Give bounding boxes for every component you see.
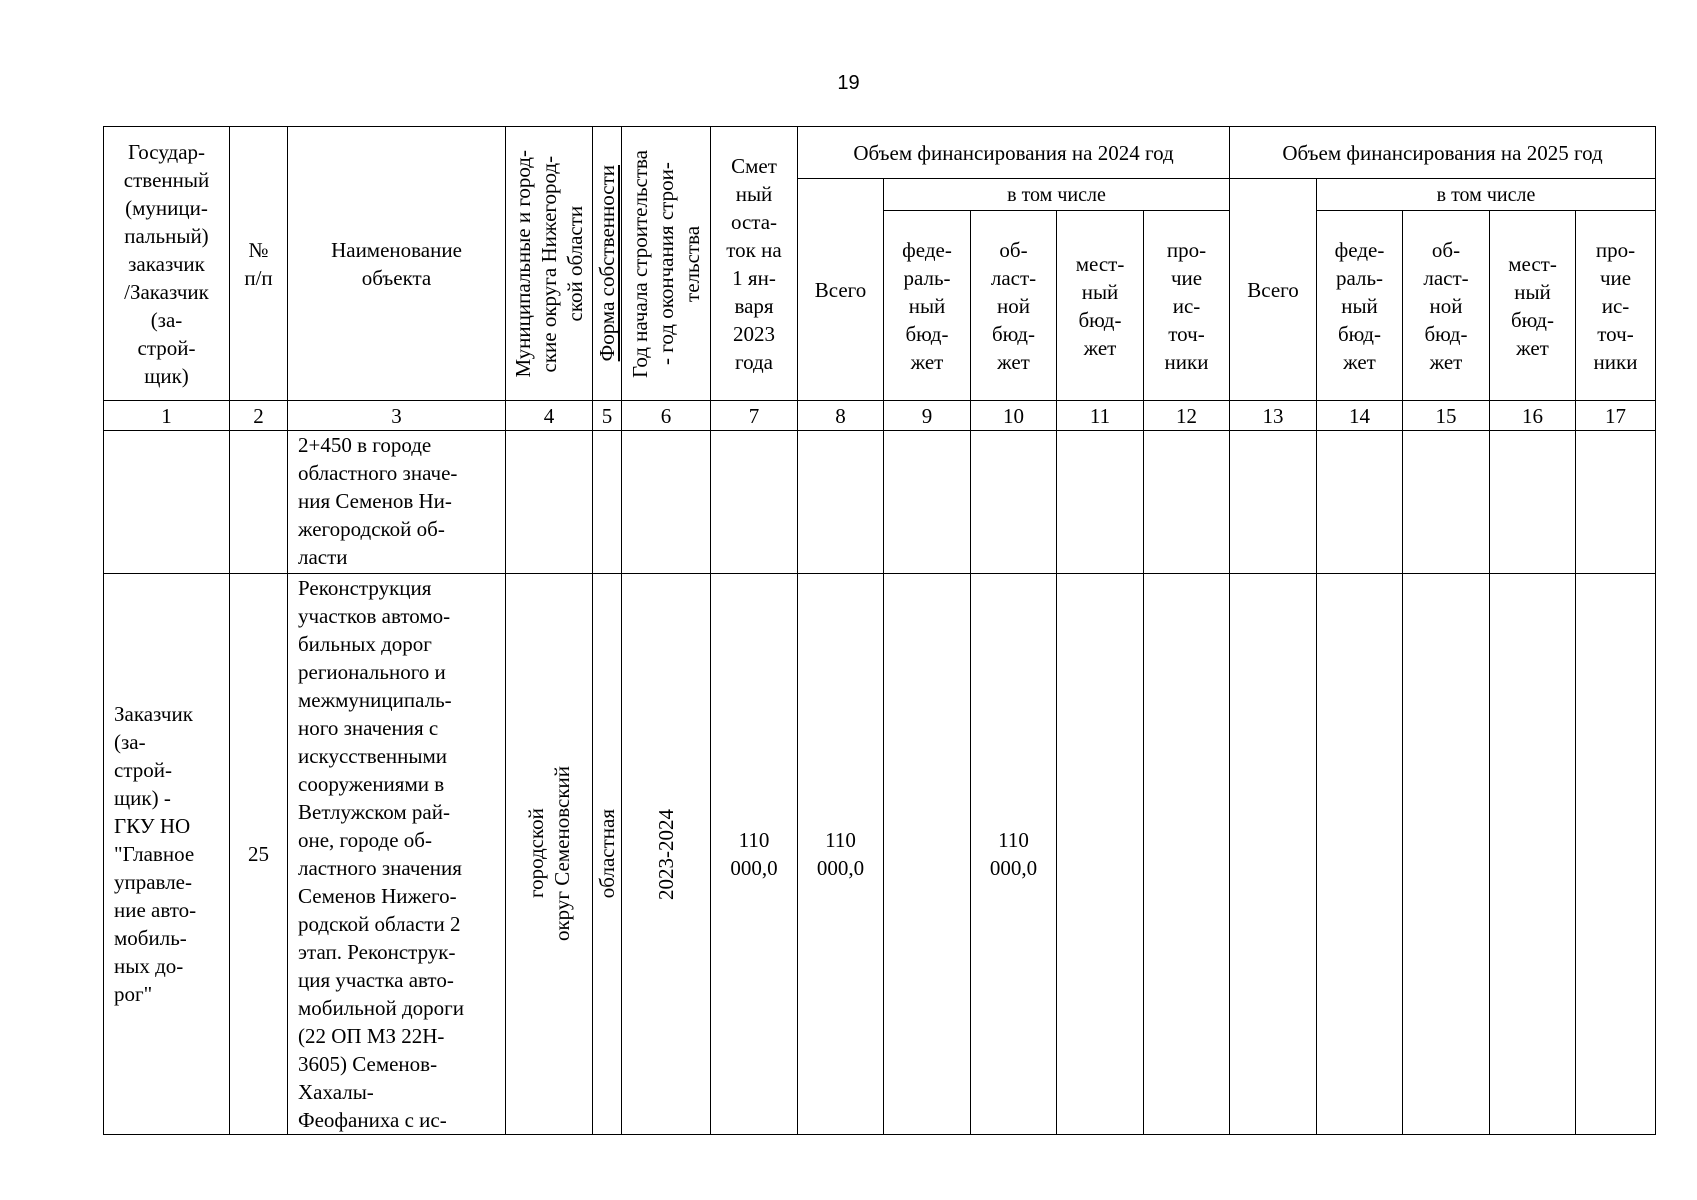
column-number: 12 xyxy=(1144,401,1230,431)
header-regional-2025: об- ласт- ной бюд- жет xyxy=(1403,211,1490,401)
column-number: 3 xyxy=(288,401,506,431)
cell-number: 25 xyxy=(230,574,288,1135)
cell-regional-2024: 110 000,0 xyxy=(971,574,1057,1135)
column-number: 10 xyxy=(971,401,1057,431)
header-including-2025: в том числе xyxy=(1317,179,1656,211)
header-local-2025: мест- ный бюд- жет xyxy=(1490,211,1576,401)
cell-balance: 110 000,0 xyxy=(711,574,798,1135)
cell-local-2024 xyxy=(1057,574,1144,1135)
cell-federal-2025 xyxy=(1317,574,1403,1135)
column-number: 16 xyxy=(1490,401,1576,431)
header-balance: Смет ный оста- ток на 1 ян- варя 2023 года xyxy=(711,127,798,401)
header-municipal: Муниципальные и город- ские округа Нижегород- ской области xyxy=(506,127,593,401)
column-number: 5 xyxy=(593,401,622,431)
column-number: 9 xyxy=(884,401,971,431)
header-customer: Государ- ственный (муници- пальный) заказчик /Заказчик (за- строй- щик) xyxy=(104,127,230,401)
cell-number xyxy=(230,431,288,574)
column-number: 8 xyxy=(798,401,884,431)
cell-municipal: городской округ Семеновский xyxy=(506,574,593,1135)
column-number: 4 xyxy=(506,401,593,431)
header-years: Год начала строительства - год окончания строи- тельства xyxy=(622,127,711,401)
cell-other-2024 xyxy=(1144,431,1230,574)
cell-local-2024 xyxy=(1057,431,1144,574)
column-number: 2 xyxy=(230,401,288,431)
header-federal-2024: феде- раль- ный бюд- жет xyxy=(884,211,971,401)
column-number: 6 xyxy=(622,401,711,431)
cell-regional-2024 xyxy=(971,431,1057,574)
cell-regional-2025 xyxy=(1403,431,1490,574)
cell-local-2025 xyxy=(1490,574,1576,1135)
cell-customer xyxy=(104,431,230,574)
column-number: 7 xyxy=(711,401,798,431)
cell-federal-2025 xyxy=(1317,431,1403,574)
column-number: 14 xyxy=(1317,401,1403,431)
cell-object-name: Реконструкция участков автомо- бильных дорог регионального и межмуниципаль- ного значения с искусственными сооружениями в Ветлужском рай- оне, городе об- ластного значения Семенов Нижего- родской области 2 этап. Реконструк- ция участка авто- мобильной дороги (22 ОП МЗ 22Н- 3605) Семенов- Хахалы- Феофаниха с ис- xyxy=(288,574,506,1135)
cell-balance xyxy=(711,431,798,574)
cell-ownership xyxy=(593,431,622,574)
table-row xyxy=(104,431,1656,574)
column-number: 15 xyxy=(1403,401,1490,431)
header-total-2025: Всего xyxy=(1230,179,1317,401)
cell-years: 2023-2024 xyxy=(622,574,711,1135)
cell-municipal xyxy=(506,431,593,574)
header-regional-2024: об- ласт- ной бюд- жет xyxy=(971,211,1057,401)
cell-federal-2024 xyxy=(884,574,971,1135)
header-object-name: Наименование объекта xyxy=(288,127,506,401)
header-total-2024: Всего xyxy=(798,179,884,401)
column-number: 17 xyxy=(1576,401,1656,431)
cell-ownership: областная xyxy=(593,574,622,1135)
header-other-2024: про- чие ис- точ- ники xyxy=(1144,211,1230,401)
header-federal-2025: феде- раль- ный бюд- жет xyxy=(1317,211,1403,401)
header-other-2025: про- чие ис- точ- ники xyxy=(1576,211,1656,401)
column-numbers-row xyxy=(104,401,1656,431)
cell-customer: Заказчик (за- строй- щик) - ГКУ НО "Главное управле- ние авто- мобиль- ных до- рог" xyxy=(104,574,230,1135)
header-local-2024: мест- ный бюд- жет xyxy=(1057,211,1144,401)
cell-total-2024: 110 000,0 xyxy=(798,574,884,1135)
column-number: 11 xyxy=(1057,401,1144,431)
header-ownership: Форма собственности xyxy=(593,127,622,401)
cell-total-2025 xyxy=(1230,574,1317,1135)
page-number: 19 xyxy=(837,72,860,94)
header-number: № п/п xyxy=(230,127,288,401)
cell-local-2025 xyxy=(1490,431,1576,574)
cell-other-2025 xyxy=(1576,574,1656,1135)
cell-years xyxy=(622,431,711,574)
cell-total-2025 xyxy=(1230,431,1317,574)
cell-federal-2024 xyxy=(884,431,971,574)
header-financing-2024: Объем финансирования на 2024 год xyxy=(798,127,1230,179)
cell-other-2024 xyxy=(1144,574,1230,1135)
column-number: 1 xyxy=(104,401,230,431)
financing-table xyxy=(103,126,1656,1135)
column-number: 13 xyxy=(1230,401,1317,431)
header-row-1 xyxy=(104,127,1656,179)
header-financing-2025: Объем финансирования на 2025 год xyxy=(1230,127,1656,179)
cell-regional-2025 xyxy=(1403,574,1490,1135)
cell-other-2025 xyxy=(1576,431,1656,574)
cell-object-name: 2+450 в городе областного значе- ния Семенов Ни- жегородской об- ласти xyxy=(288,431,506,574)
cell-total-2024 xyxy=(798,431,884,574)
table-row xyxy=(104,574,1656,1135)
header-including-2024: в том числе xyxy=(884,179,1230,211)
